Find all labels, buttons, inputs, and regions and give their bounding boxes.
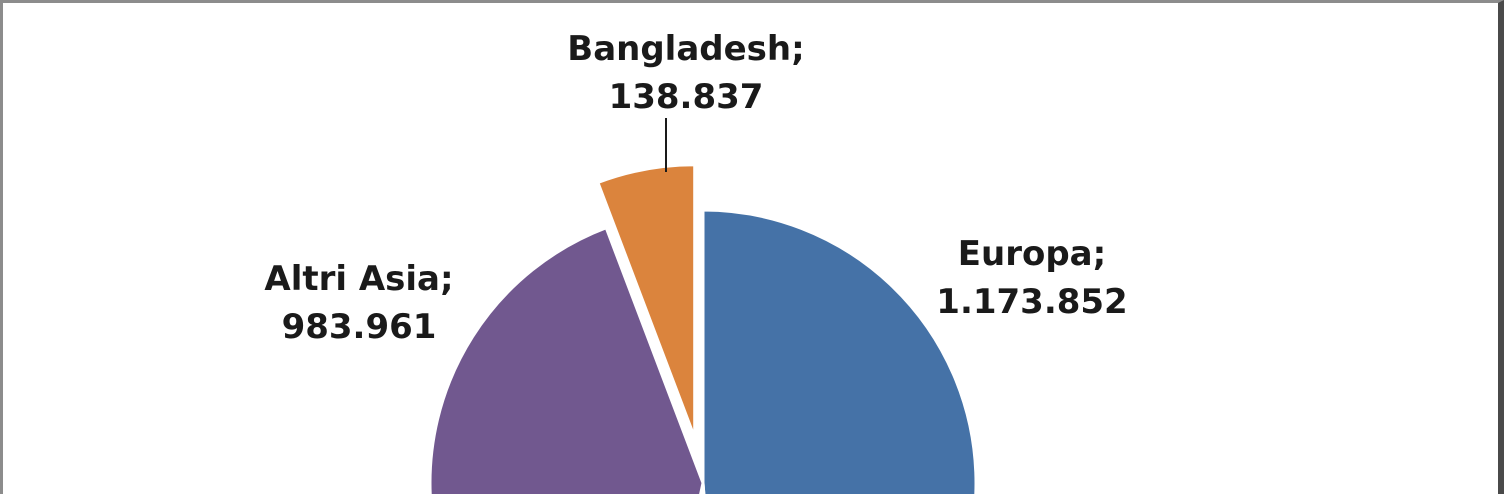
bangladesh-name-label: Bangladesh;: [567, 29, 805, 69]
altri-asia-value-label: 983.961: [281, 307, 437, 347]
pie-slice-europa: [703, 210, 976, 494]
europa-name-label: Europa;: [957, 234, 1107, 274]
altri-asia-name-label: Altri Asia;: [264, 259, 454, 299]
europa-value-label: 1.173.852: [936, 282, 1128, 322]
pie-slices: [430, 165, 976, 494]
bangladesh-value-label: 138.837: [608, 77, 764, 117]
